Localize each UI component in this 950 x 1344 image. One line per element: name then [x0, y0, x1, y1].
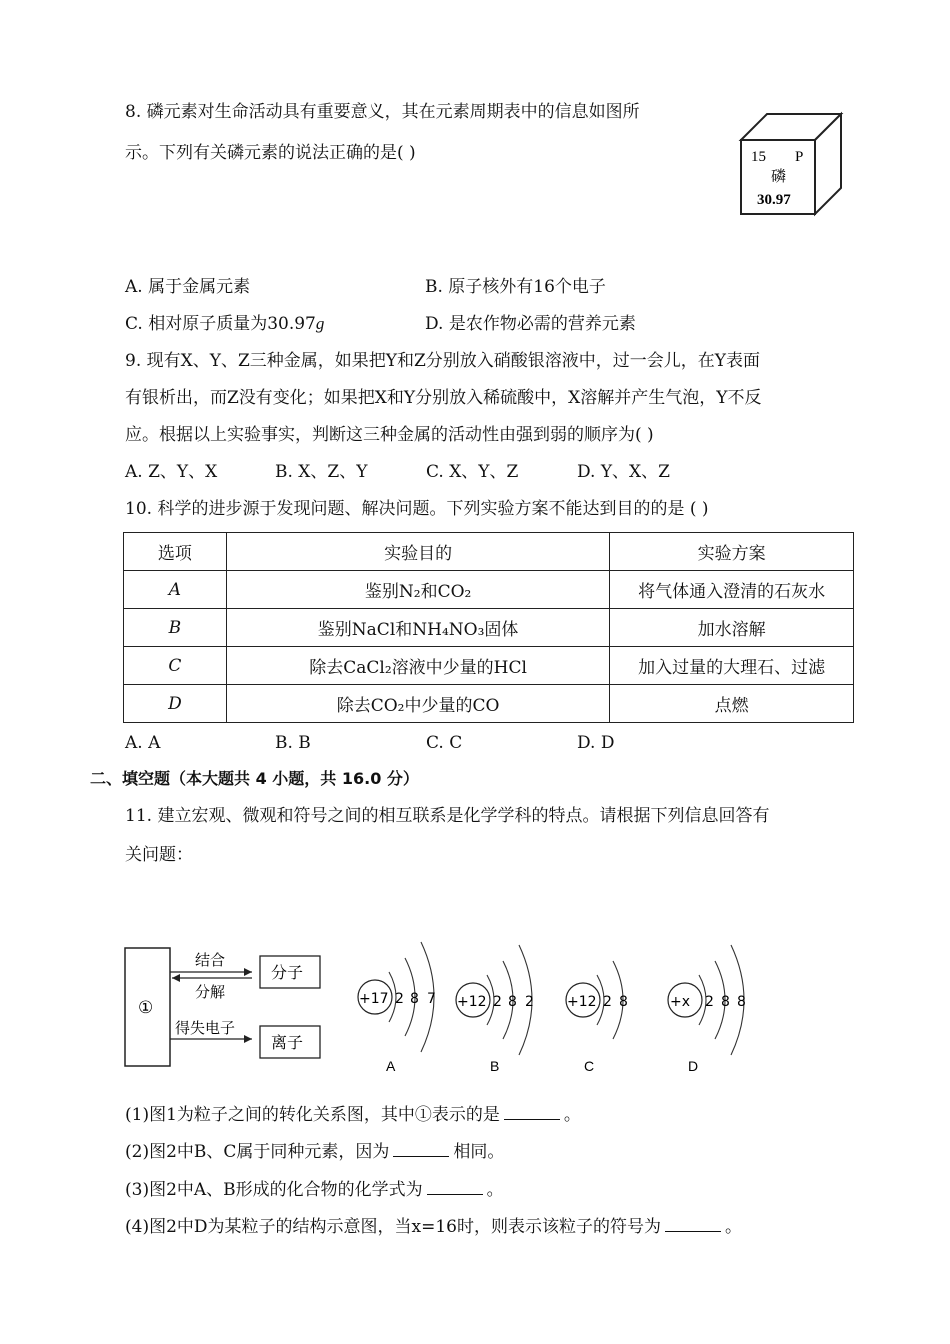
q11-sub4: [125, 1215, 742, 1239]
phosphorus-element-card: [735, 108, 845, 218]
q11-sub1: [125, 1103, 581, 1127]
table-cell-option: D: [124, 685, 227, 723]
table-cell-purpose: 除去CaCl₂溶液中少量的HCl: [226, 647, 609, 685]
q8-stem-line1: 8. 磷元素对生命活动具有重要意义，其在元素周期表中的信息如图所: [125, 102, 640, 122]
diagram-label: A: [386, 1058, 396, 1074]
diagram-label: D: [688, 1058, 699, 1074]
q10-option-c[interactable]: C. C: [426, 733, 463, 753]
q8-option-c-text: C. 相对原子质量为30.97: [125, 314, 316, 334]
shell-electrons: 8: [619, 994, 628, 1010]
table-row: [124, 685, 854, 723]
q9-stem-line1: 9. 现有X、Y、Z三种金属，如果把Y和Z分别放入硝酸银溶液中，过一会儿，在Y表面: [125, 351, 761, 371]
q10-option-d[interactable]: D. D: [577, 733, 615, 753]
q9-option-c[interactable]: C. X、Y、Z: [426, 462, 519, 482]
q11-sub1-text: (1)图1为粒子之间的转化关系图，其中①表示的是: [125, 1105, 500, 1125]
table-cell-purpose: 鉴别NaCl和NH₄NO₃固体: [226, 609, 609, 647]
q11-sub4-text: (4)图2中D为某粒子的结构示意图，当x=16时，则表示该粒子的符号为: [125, 1217, 661, 1237]
answer-blank[interactable]: [504, 1105, 560, 1120]
q11-sub1-period: 。: [563, 1105, 581, 1125]
molecule-label: 分子: [271, 963, 304, 982]
q11-sub3-text: (3)图2中A、B形成的化合物的化学式为: [125, 1180, 423, 1200]
answer-blank[interactable]: [393, 1142, 449, 1157]
table-header-cell: 选项: [124, 533, 227, 571]
q9-option-d[interactable]: D. Y、X、Z: [577, 462, 670, 482]
q9-stem-line3: 应。根据以上实验事实，判断这三种金属的活动性由强到弱的顺序为( ): [125, 425, 654, 445]
atom-structure-a: [358, 942, 436, 1074]
q8-option-d[interactable]: D. 是农作物必需的营养元素: [425, 314, 636, 334]
q8-option-c-unit: g: [315, 314, 325, 333]
box-label-circled-one: ①: [138, 998, 154, 1018]
q8-option-c[interactable]: [125, 312, 324, 336]
q8-option-b[interactable]: B. 原子核外有16个电子: [425, 277, 606, 297]
shell-electrons: 2: [525, 994, 534, 1010]
table-header-row: [124, 533, 854, 571]
nucleus-charge: +17: [359, 991, 389, 1007]
q8-option-a[interactable]: A. 属于金属元素: [125, 277, 251, 297]
q9-stem-line2: 有银析出，而Z没有变化；如果把X和Y分别放入稀硫酸中，X溶解并产生气泡，Y不反: [125, 388, 762, 408]
shell-electrons: 8: [508, 994, 517, 1010]
q11-sub2-end: 相同。: [453, 1142, 505, 1162]
q11-sub2: [125, 1140, 504, 1164]
table-cell-option: C: [124, 647, 227, 685]
table-cell-purpose: 鉴别N₂和CO₂: [226, 571, 609, 609]
shell-electrons: 7: [427, 991, 436, 1007]
table-row: [124, 571, 854, 609]
answer-blank[interactable]: [665, 1217, 721, 1232]
table-cell-plan: 点燃: [610, 685, 854, 723]
q10-option-b[interactable]: B. B: [275, 733, 311, 753]
q10-table: [123, 532, 854, 723]
nucleus-charge: +12: [457, 994, 487, 1010]
element-mass: 30.97: [757, 192, 791, 208]
element-name: 磷: [771, 167, 787, 185]
q9-option-b[interactable]: B. X、Z、Y: [275, 462, 368, 482]
table-cell-plan: 加水溶解: [610, 609, 854, 647]
diagram-label: B: [490, 1058, 500, 1074]
table-cell-plan: 将气体通入澄清的石灰水: [610, 571, 854, 609]
table-cell-option: A: [124, 571, 227, 609]
atom-structure-b: [456, 945, 534, 1074]
table-header-cell: 实验方案: [610, 533, 854, 571]
nucleus-charge: +x: [670, 994, 691, 1010]
q10-stem: 10. 科学的进步源于发现问题、解决问题。下列实验方案不能达到目的的是 ( ): [125, 499, 709, 519]
answer-blank[interactable]: [427, 1180, 483, 1195]
q9-option-a[interactable]: A. Z、Y、X: [125, 462, 218, 482]
shell-electrons: 8: [737, 994, 746, 1010]
atomic-structure-diagrams: [345, 930, 765, 1080]
shell-electrons: 8: [721, 994, 730, 1010]
q11-stem-line2: 关问题：: [125, 845, 193, 865]
element-atomic-number: 15: [751, 149, 766, 165]
q11-sub2-text: (2)图2中B、C属于同种元素，因为: [125, 1142, 390, 1162]
table-cell-option: B: [124, 609, 227, 647]
q11-sub3: [125, 1178, 504, 1202]
table-row: [124, 609, 854, 647]
section-heading: 二、填空题（本大题共 4 小题，共 16.0 分）: [90, 769, 419, 788]
q8-stem-line2: 示。下列有关磷元素的说法正确的是( ): [125, 143, 416, 163]
q10-option-a[interactable]: A. A: [125, 733, 161, 753]
nucleus-charge: +12: [567, 994, 597, 1010]
combine-label: 结合: [195, 951, 226, 969]
shell-electrons: 2: [395, 991, 404, 1007]
table-row: [124, 647, 854, 685]
gain-lose-electrons-label: 得失电子: [175, 1019, 236, 1037]
diagram-label: C: [584, 1058, 595, 1074]
atom-structure-d: [668, 945, 746, 1074]
q11-stem-line1: 11. 建立宏观、微观和符号之间的相互联系是化学学科的特点。请根据下列信息回答有: [125, 806, 770, 826]
q11-sub4-period: 。: [725, 1217, 742, 1237]
q11-sub3-period: 。: [486, 1180, 504, 1200]
shell-electrons: 2: [603, 994, 612, 1010]
decompose-label: 分解: [195, 983, 226, 1001]
table-cell-purpose: 除去CO₂中少量的CO: [226, 685, 609, 723]
ion-label: 离子: [271, 1033, 304, 1052]
table-cell-plan: 加入过量的大理石、过滤: [610, 647, 854, 685]
shell-electrons: 8: [410, 991, 419, 1007]
element-symbol: P: [795, 149, 804, 165]
atom-structure-c: [566, 961, 628, 1074]
shell-electrons: 2: [705, 994, 714, 1010]
table-header-cell: 实验目的: [226, 533, 609, 571]
shell-electrons: 2: [493, 994, 502, 1010]
particle-conversion-diagram: [120, 940, 335, 1070]
